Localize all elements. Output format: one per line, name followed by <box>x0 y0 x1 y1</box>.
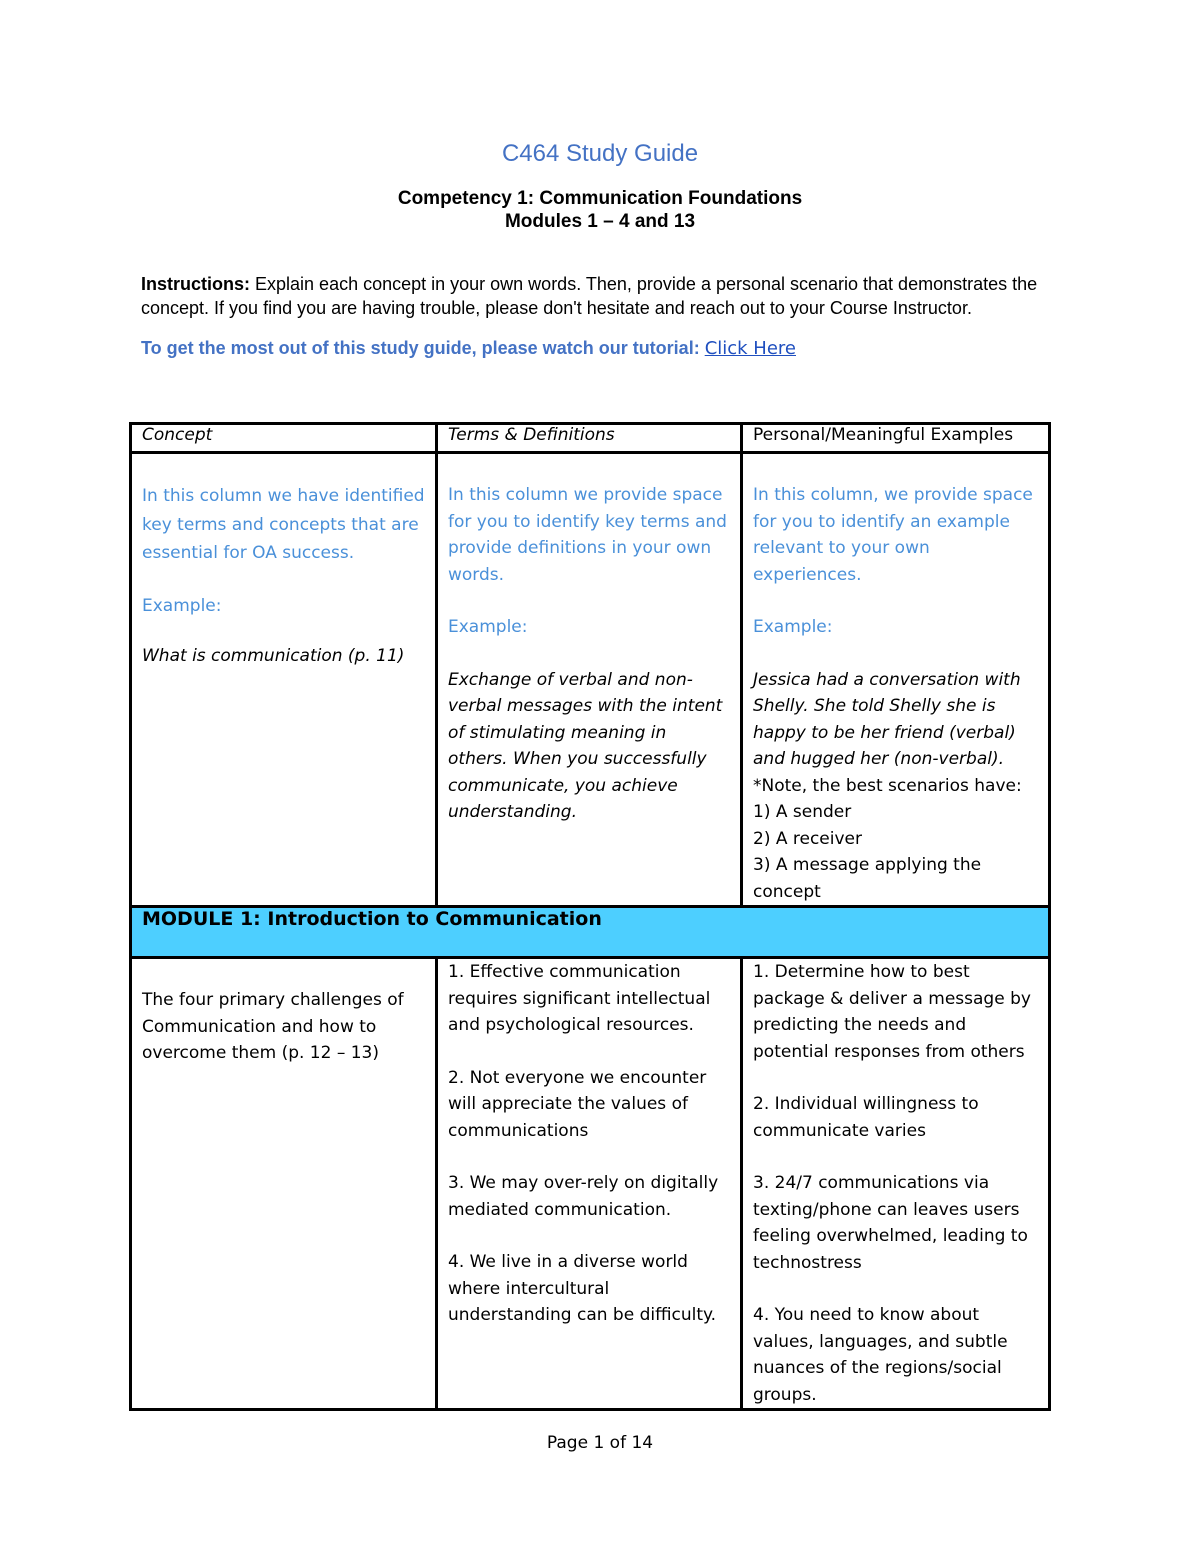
intro-terms-example-label: Example: <box>448 617 528 637</box>
terms-cell <box>437 958 742 1410</box>
module-title: MODULE 1: Introduction to Communication <box>131 907 1050 958</box>
instructions-text: Explain each concept in your own words. Then, provide a personal scenario that demonstrates the concept. If you find you are having trouble, please don't hesitate and reach out to your Course Instructor. <box>141 274 1038 318</box>
list-item: 3) A message applying the concept <box>753 855 982 902</box>
list-item: 1) A sender <box>753 802 852 822</box>
intro-examples-example: Jessica had a conversation with Shelly. She told Shelly she is happy to be her friend (verbal) and hugged her (non-verbal). <box>753 669 1021 769</box>
list-item: 3. We may over-rely on digitally mediated communication. <box>448 1173 719 1220</box>
examples-cell <box>742 958 1050 1410</box>
competency-heading: Competency 1: Communication Foundations <box>397 188 803 209</box>
intro-examples-note: *Note, the best scenarios have: <box>753 775 1022 796</box>
intro-examples-cell <box>742 453 1050 907</box>
concept-text: The four primary challenges of Communication and how to overcome them (p. 12 – 13) <box>142 990 404 1063</box>
table-header-row <box>131 424 1050 453</box>
tutorial-text: To get the most out of this study guide, please watch our tutorial: <box>141 338 705 358</box>
document-title: C464 Study Guide <box>501 140 699 167</box>
list-item: 4. We live in a diverse world where intercultural understanding can be difficulty. <box>448 1252 717 1325</box>
intro-concept-desc: In this column we have identified key terms and concepts that are essential for OA success. <box>142 486 425 563</box>
intro-terms-cell <box>437 453 742 907</box>
intro-terms-example: Exchange of verbal and non-verbal messages with the intent of stimulating meaning in others. When you successfully communicate, you achieve understanding. <box>448 669 723 822</box>
intro-concept-example: What is communication (p. 11) <box>142 645 405 666</box>
intro-concept-cell <box>131 453 437 907</box>
header-concept: Concept <box>131 424 437 453</box>
intro-terms-desc: In this column we provide space for you to identify key terms and provide definitions in your own words. <box>448 485 727 585</box>
page-footer: Page 1 of 14 <box>546 1433 654 1453</box>
intro-examples-desc: In this column, we provide space for you to identify an example relevant to your own experiences. <box>753 485 1033 585</box>
document-subtitle <box>0 187 1200 233</box>
study-guide-table <box>129 422 1051 1411</box>
list-item: 1. Determine how to best package & deliver a message by predicting the needs and potential responses from others <box>753 962 1031 1062</box>
list-item: 2) A receiver <box>753 828 862 849</box>
list-item: 2. Not everyone we encounter will appreciate the values of communications <box>448 1067 707 1141</box>
list-item: 3. 24/7 communications via texting/phone can leaves users feeling overwhelmed, leading to technostress <box>753 1173 1028 1273</box>
instructions-paragraph <box>141 272 1061 320</box>
list-item: 2. Individual willingness to communicate varies <box>753 1094 979 1141</box>
list-item: 1. Effective communication requires significant intellectual and psychological resources. <box>448 962 711 1035</box>
tutorial-link[interactable]: Click Here <box>704 338 796 359</box>
module-header-row <box>131 907 1050 958</box>
intro-concept-example-label: Example: <box>142 595 222 616</box>
tutorial-line <box>141 338 1061 359</box>
table-row <box>131 958 1050 1410</box>
header-terms: Terms & Definitions <box>437 424 742 453</box>
concept-cell <box>131 958 437 1410</box>
list-item: 4. You need to know about values, languages, and subtle nuances of the regions/social groups. <box>753 1305 1008 1405</box>
header-examples: Personal/Meaningful Examples <box>742 424 1050 453</box>
intro-examples-example-label: Example: <box>753 617 833 637</box>
modules-heading: Modules 1 – 4 and 13 <box>504 211 696 232</box>
intro-row <box>131 453 1050 907</box>
instructions-label: Instructions: <box>141 274 251 294</box>
